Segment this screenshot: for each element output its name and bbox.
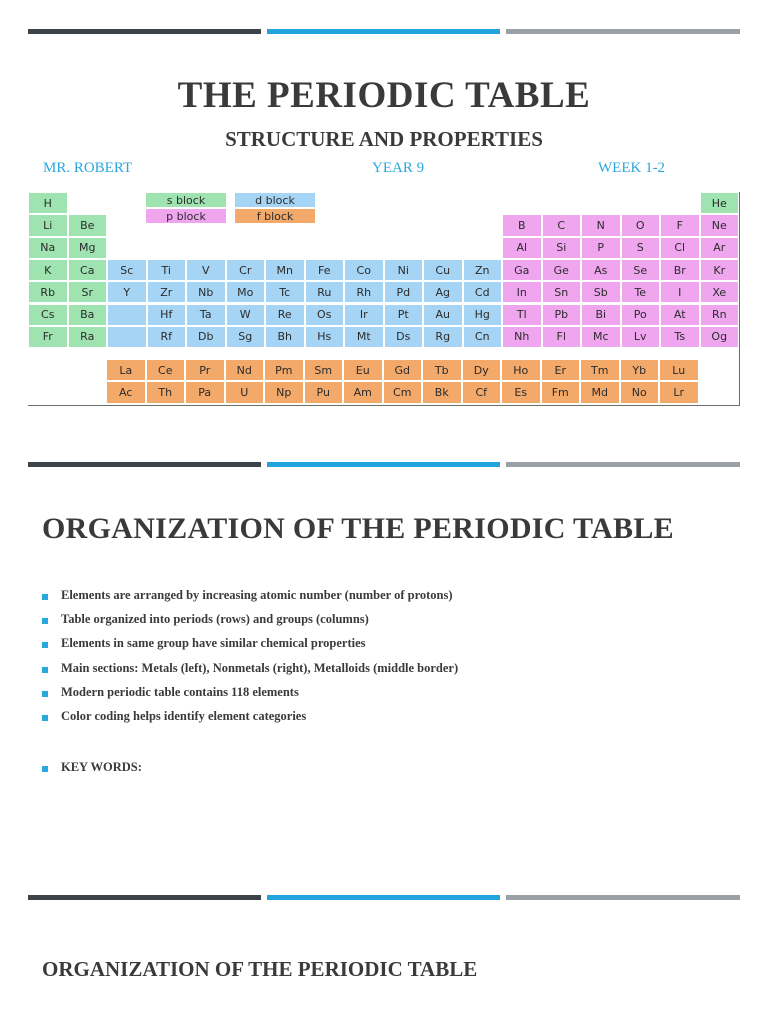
- element-cell: Rb: [28, 281, 68, 303]
- element-cell: Li: [28, 214, 68, 236]
- element-cell: Pt: [384, 304, 424, 326]
- element-cell: Tm: [580, 359, 620, 381]
- element-cell: Co: [344, 259, 384, 281]
- bullet-icon: [42, 715, 48, 721]
- element-cell: Zn: [463, 259, 503, 281]
- element-cell: Os: [305, 304, 345, 326]
- element-cell: Ga: [502, 259, 542, 281]
- element-cell: Mn: [265, 259, 305, 281]
- element-cell: Na: [28, 237, 68, 259]
- element-cell: Ar: [700, 237, 740, 259]
- element-cell: Tc: [265, 281, 305, 303]
- element-cell: Fl: [542, 326, 582, 348]
- element-cell: H: [28, 192, 68, 214]
- element-cell: Pm: [264, 359, 304, 381]
- periodic-table-image: [28, 192, 740, 406]
- list-item: Color coding helps identify element categories: [42, 709, 458, 733]
- list-item: Modern periodic table contains 118 elements: [42, 685, 458, 709]
- element-cell: Al: [502, 237, 542, 259]
- element-cell: Pa: [185, 381, 225, 403]
- element-cell: Hf: [147, 304, 187, 326]
- element-cell: Hs: [305, 326, 345, 348]
- element-cell: Se: [621, 259, 661, 281]
- element-cell: Y: [107, 281, 147, 303]
- bullet-icon: [42, 691, 48, 697]
- element-cell: Fe: [305, 259, 345, 281]
- element-cell: Np: [264, 381, 304, 403]
- element-cell: Eu: [343, 359, 383, 381]
- element-cell: Pu: [304, 381, 344, 403]
- legend-f-block: f block: [235, 209, 315, 223]
- element-cell: Ge: [542, 259, 582, 281]
- element-cell: Er: [541, 359, 581, 381]
- element-cell: Db: [186, 326, 226, 348]
- section-heading: ORGANIZATION OF THE PERIODIC TABLE: [42, 957, 478, 981]
- element-cell: Sn: [542, 281, 582, 303]
- element-cell: Po: [621, 304, 661, 326]
- element-cell: Cs: [28, 304, 68, 326]
- element-cell: Cl: [660, 237, 700, 259]
- element-cell: Mc: [581, 326, 621, 348]
- element-cell: He: [700, 192, 740, 214]
- element-cell: Mo: [226, 281, 266, 303]
- element-cell: N: [581, 214, 621, 236]
- element-cell: Rh: [344, 281, 384, 303]
- element-cell: Ra: [68, 326, 108, 348]
- header-divider: [28, 29, 740, 34]
- week-label: WEEK 1-2: [598, 160, 666, 176]
- element-cell: Lv: [621, 326, 661, 348]
- element-cell: [107, 304, 147, 326]
- element-cell: Ru: [305, 281, 345, 303]
- element-cell: U: [225, 381, 265, 403]
- element-cell: Tl: [502, 304, 542, 326]
- section-heading: ORGANIZATION OF THE PERIODIC TABLE: [42, 512, 674, 545]
- element-cell: Hg: [463, 304, 503, 326]
- element-cell: Br: [660, 259, 700, 281]
- element-cell: At: [660, 304, 700, 326]
- element-cell: Tb: [422, 359, 462, 381]
- list-item: Elements in same group have similar chemical properties: [42, 636, 458, 660]
- slide-subtitle: STRUCTURE AND PROPERTIES: [225, 127, 543, 151]
- element-cell: Ne: [700, 214, 740, 236]
- element-cell: Pb: [542, 304, 582, 326]
- list-item: Elements are arranged by increasing atomic number (number of protons): [42, 588, 458, 612]
- bullet-icon: [42, 667, 48, 673]
- element-cell: In: [502, 281, 542, 303]
- element-cell: Bi: [581, 304, 621, 326]
- element-cell: Sr: [68, 281, 108, 303]
- element-cell: Nb: [186, 281, 226, 303]
- element-cell: Ta: [186, 304, 226, 326]
- slide-title: THE PERIODIC TABLE: [177, 75, 591, 116]
- element-cell: Lu: [659, 359, 699, 381]
- legend-s-block: s block: [146, 193, 226, 207]
- element-cell: Rn: [700, 304, 740, 326]
- list-item: Table organized into periods (rows) and groups (columns): [42, 612, 458, 636]
- element-cell: Dy: [462, 359, 502, 381]
- element-cell: Ca: [68, 259, 108, 281]
- element-cell: P: [581, 237, 621, 259]
- element-cell: Sc: [107, 259, 147, 281]
- element-cell: K: [28, 259, 68, 281]
- element-cell: Bh: [265, 326, 305, 348]
- element-cell: Ag: [423, 281, 463, 303]
- element-cell: Ni: [384, 259, 424, 281]
- element-cell: I: [660, 281, 700, 303]
- element-cell: As: [581, 259, 621, 281]
- bullet-icon: [42, 594, 48, 600]
- element-cell: Cf: [462, 381, 502, 403]
- element-cell: Og: [700, 326, 740, 348]
- element-cell: Th: [146, 381, 186, 403]
- element-cell: Sg: [226, 326, 266, 348]
- element-cell: Ir: [344, 304, 384, 326]
- element-cell: Md: [580, 381, 620, 403]
- element-cell: La: [106, 359, 146, 381]
- element-cell: Lr: [659, 381, 699, 403]
- element-cell: S: [621, 237, 661, 259]
- element-cell: Cn: [463, 326, 503, 348]
- element-cell: Sb: [581, 281, 621, 303]
- element-cell: Ce: [146, 359, 186, 381]
- element-cell: Fr: [28, 326, 68, 348]
- element-cell: Ds: [384, 326, 424, 348]
- element-cell: Yb: [620, 359, 660, 381]
- legend-p-block: p block: [146, 209, 226, 223]
- element-cell: Te: [621, 281, 661, 303]
- element-cell: Bk: [422, 381, 462, 403]
- bullet-icon: [42, 642, 48, 648]
- element-cell: Cm: [383, 381, 423, 403]
- element-cell: Nd: [225, 359, 265, 381]
- section-divider: [28, 895, 740, 900]
- element-cell: Xe: [700, 281, 740, 303]
- element-cell: Nh: [502, 326, 542, 348]
- element-cell: Pr: [185, 359, 225, 381]
- element-cell: Fm: [541, 381, 581, 403]
- teacher-name: MR. ROBERT: [43, 160, 133, 176]
- element-cell: Mg: [68, 237, 108, 259]
- element-cell: Ac: [106, 381, 146, 403]
- element-cell: W: [226, 304, 266, 326]
- element-cell: Pd: [384, 281, 424, 303]
- element-cell: Cr: [226, 259, 266, 281]
- section-divider: [28, 462, 740, 467]
- legend-d-block: d block: [235, 193, 315, 207]
- element-cell: Au: [423, 304, 463, 326]
- element-cell: V: [186, 259, 226, 281]
- element-cell: Es: [501, 381, 541, 403]
- element-cell: Cd: [463, 281, 503, 303]
- element-cell: Gd: [383, 359, 423, 381]
- element-cell: Ba: [68, 304, 108, 326]
- element-cell: Si: [542, 237, 582, 259]
- element-cell: Zr: [147, 281, 187, 303]
- element-cell: F: [660, 214, 700, 236]
- element-cell: B: [502, 214, 542, 236]
- element-cell: Ti: [147, 259, 187, 281]
- element-cell: Ts: [660, 326, 700, 348]
- element-cell: Cu: [423, 259, 463, 281]
- element-cell: Kr: [700, 259, 740, 281]
- element-cell: [107, 326, 147, 348]
- bullet-list: [42, 588, 458, 733]
- element-cell: Re: [265, 304, 305, 326]
- element-cell: Ho: [501, 359, 541, 381]
- element-cell: O: [621, 214, 661, 236]
- element-cell: Am: [343, 381, 383, 403]
- element-cell: Rf: [147, 326, 187, 348]
- element-cell: Mt: [344, 326, 384, 348]
- element-cell: C: [542, 214, 582, 236]
- element-cell: No: [620, 381, 660, 403]
- year-label: YEAR 9: [372, 160, 425, 176]
- list-item: Main sections: Metals (left), Nonmetals (right), Metalloids (middle border): [42, 661, 458, 685]
- bullet-icon: [42, 766, 48, 772]
- key-words-label: KEY WORDS:: [42, 760, 142, 775]
- element-cell: Sm: [304, 359, 344, 381]
- bullet-icon: [42, 618, 48, 624]
- element-cell: Rg: [423, 326, 463, 348]
- element-cell: Be: [68, 214, 108, 236]
